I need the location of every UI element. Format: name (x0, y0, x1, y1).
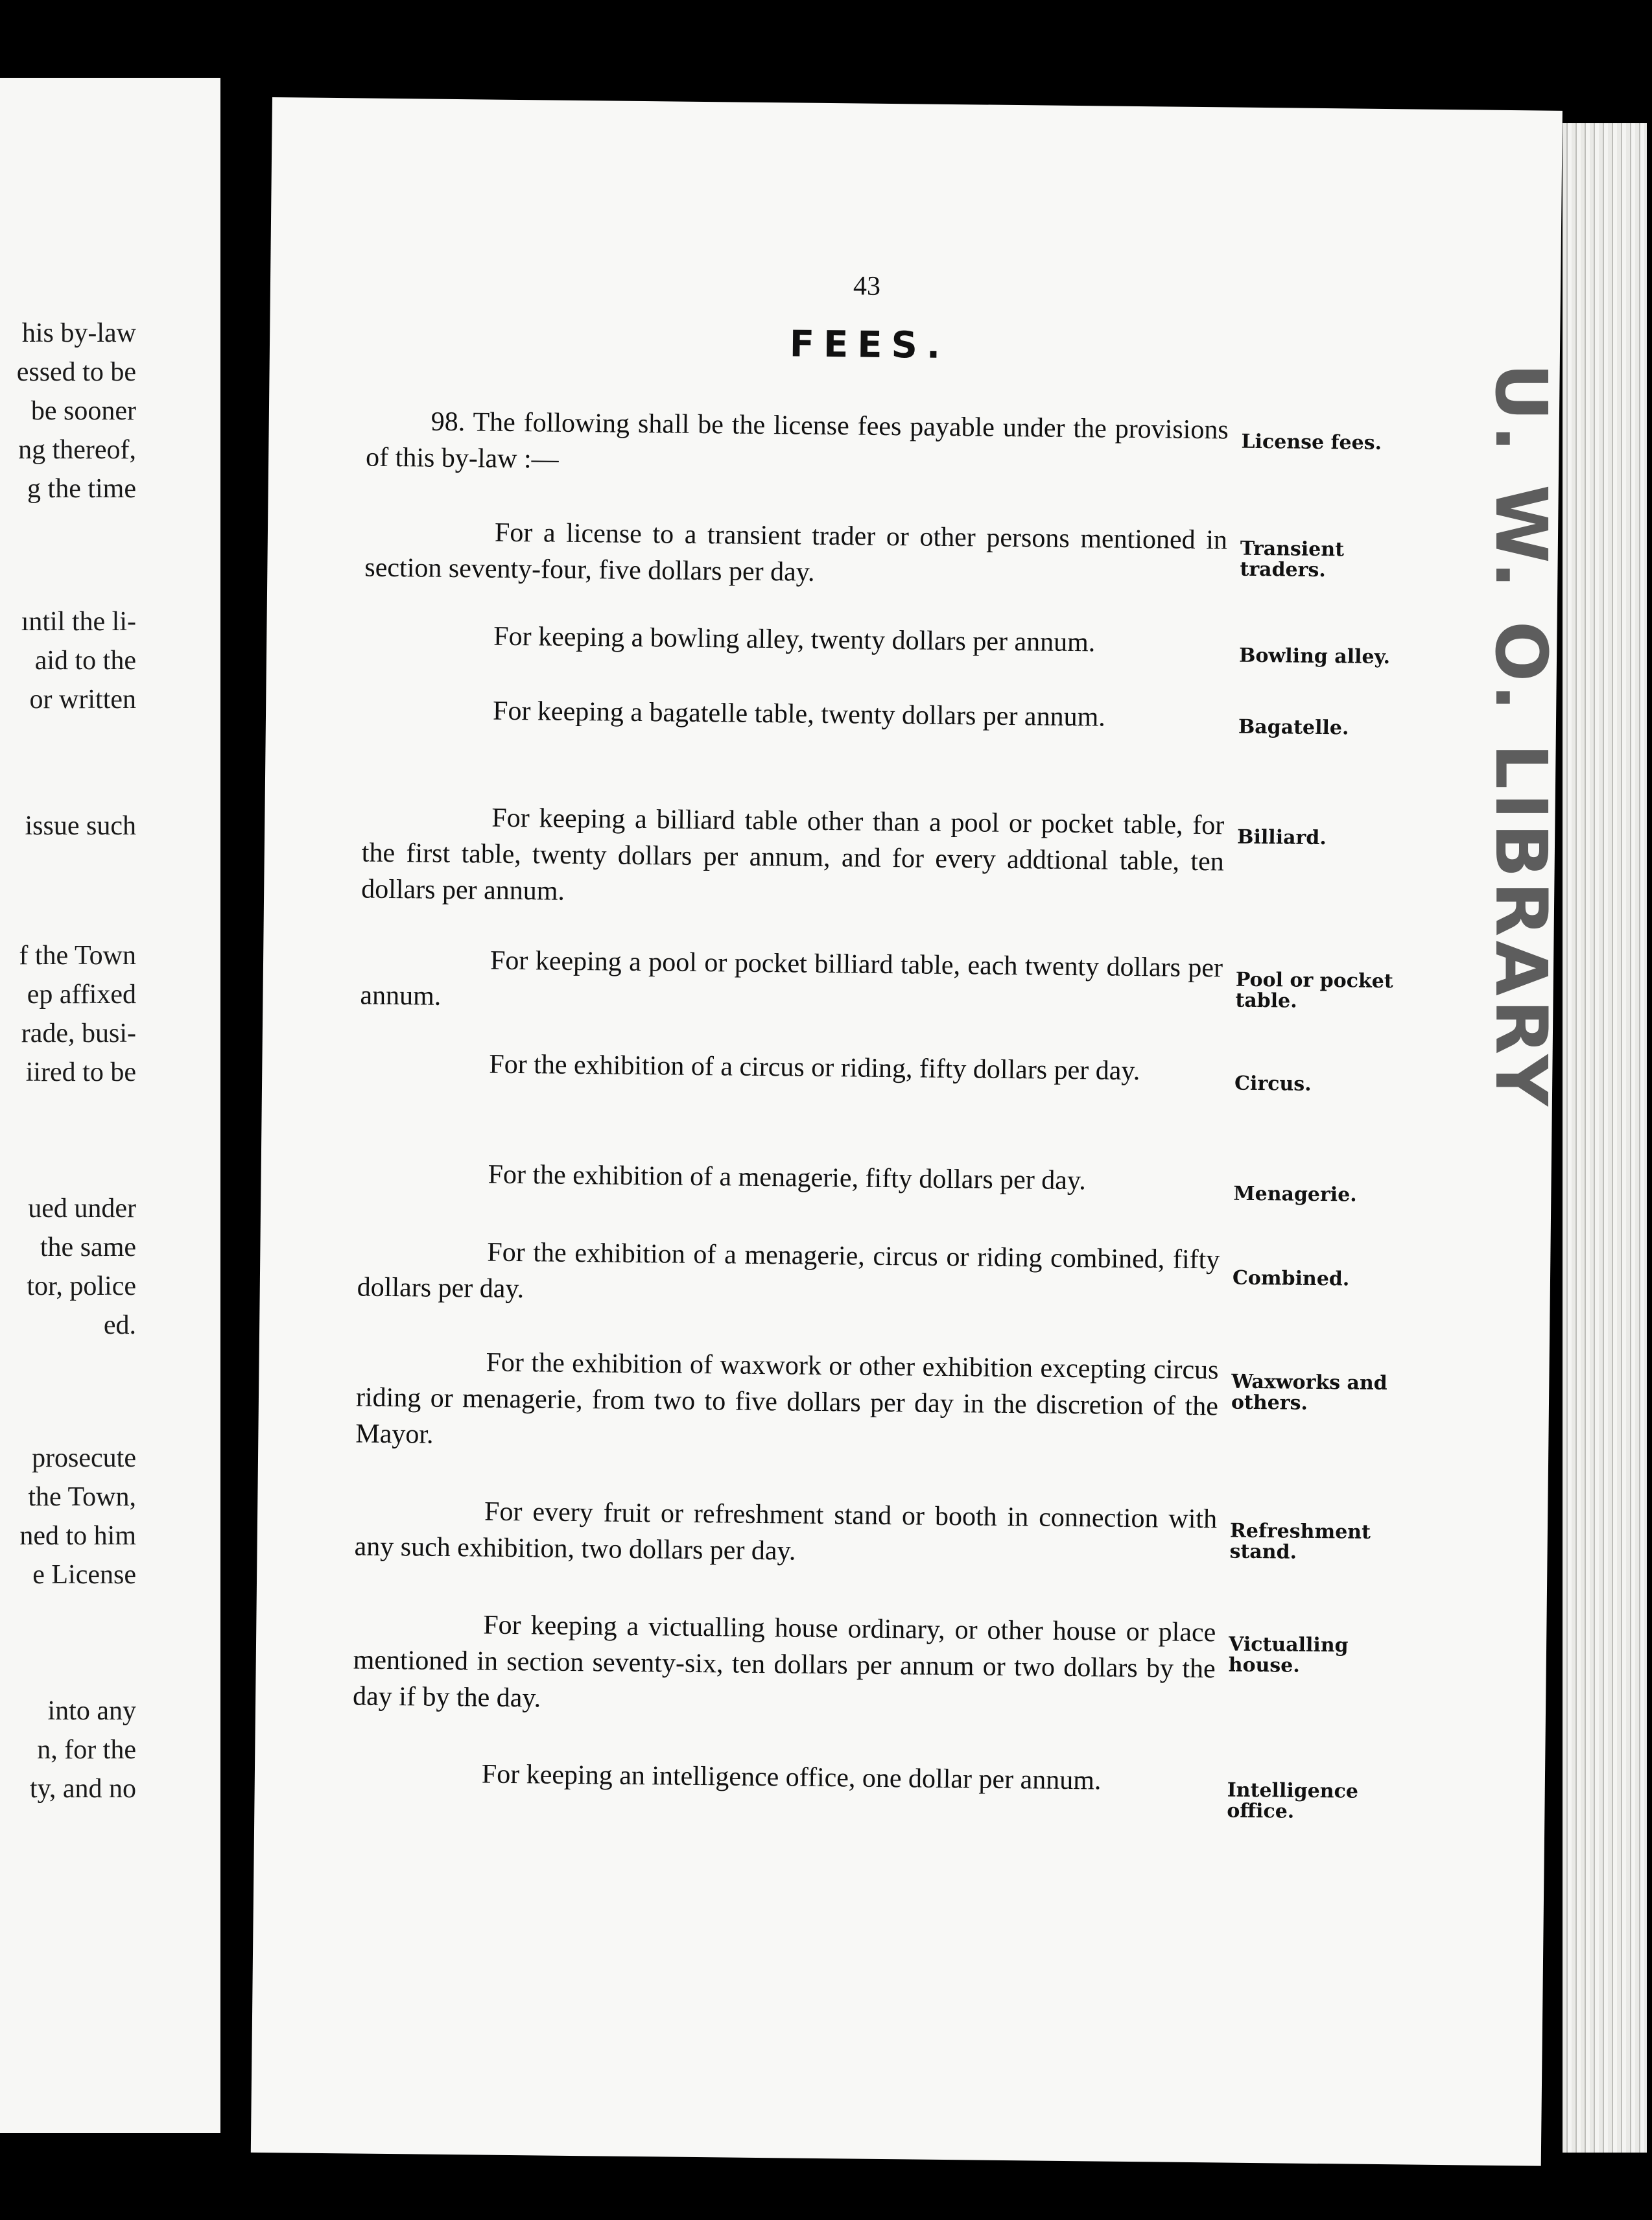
fee-text: For keeping a billiard table other than a pool or pocket table, for the first table, twenty dollars per annum, and for every addtional table, ten dollars per annum. (360, 803, 1225, 906)
fee-text: For keeping a bowling alley, twenty dollars per annum. (493, 621, 1096, 658)
fee-text: For the exhibition of a menagerie, circus or riding combined, fifty dollars per day. (357, 1237, 1220, 1305)
fee-text: For the exhibition of a menagerie, fifty dollars per day. (488, 1159, 1086, 1196)
fee-paragraph (358, 1155, 1221, 1200)
left-page-line: his by-law (21, 318, 136, 348)
left-page-line: n, for the (37, 1735, 136, 1765)
page-number: 43 (853, 271, 881, 301)
left-page-line: rade, busi- (21, 1019, 136, 1048)
left-page-line: the Town, (28, 1482, 136, 1512)
fee-paragraph (364, 514, 1227, 595)
margin-note: Transient traders. (1240, 537, 1345, 582)
fee-paragraph (353, 1605, 1216, 1723)
left-page-line: ng thereof, (18, 435, 136, 465)
left-page-line: e License (32, 1560, 136, 1590)
fee-text: For a license to a transient trader or other persons mentioned in section seventy-four, five dollars per day. (364, 517, 1228, 587)
fee-text: For keeping a pool or pocket billiard table, each twenty dollars per annum. (360, 945, 1223, 1011)
left-page-line: aid to the (34, 646, 136, 676)
left-page-line: ty, and no (29, 1774, 136, 1804)
left-page-line: f the Town (19, 941, 136, 971)
margin-note: Circus. (1234, 1072, 1312, 1096)
left-page-line: the same (40, 1233, 136, 1262)
fee-paragraph (359, 1045, 1222, 1090)
margin-note: Intelligence office. (1227, 1778, 1359, 1823)
left-page-line: ıntil the li- (21, 607, 136, 637)
fee-text: For keeping a bagatelle table, twenty dollars per annum. (492, 696, 1105, 733)
margin-note: Pool or pocket table. (1235, 968, 1393, 1013)
fee-paragraph (363, 692, 1226, 737)
library-stamp-text: U. W. O. LIBRARY (1480, 363, 1563, 1111)
fee-text: For the exhibition of waxwork or other exhibition excepting circus riding or menagerie, from two to five dollars per day in the discretion of the Mayor. (355, 1347, 1219, 1450)
left-page-line: into any (47, 1696, 136, 1726)
right-page (251, 97, 1563, 2166)
fee-paragraph (352, 1754, 1215, 1800)
margin-note: Refreshment stand. (1229, 1519, 1371, 1564)
margin-note: License fees. (1241, 430, 1382, 455)
left-page-line: iired to be (25, 1057, 136, 1087)
left-page-line: ed. (103, 1310, 136, 1340)
left-page-line: or written (29, 685, 136, 714)
left-page-line: ned to him (19, 1521, 136, 1551)
fee-text: For the exhibition of a circus or riding, fifty dollars per day. (489, 1049, 1140, 1087)
fee-paragraph (355, 1343, 1219, 1461)
margin-note: Waxworks and others. (1231, 1370, 1387, 1415)
fee-paragraph (354, 1492, 1217, 1574)
left-page (0, 78, 220, 2133)
margin-note: Menagerie. (1233, 1182, 1357, 1207)
margin-note: Billiard. (1236, 825, 1327, 850)
fee-paragraph (364, 617, 1227, 663)
left-page-line: prosecute (32, 1443, 136, 1473)
left-page-line: issue such (25, 811, 136, 841)
left-page-line: tor, police (27, 1271, 136, 1301)
fee-text: For keeping an intelligence office, one dollar per annum. (481, 1759, 1102, 1796)
section-heading: FEES. (789, 323, 950, 367)
left-page-line: g the time (27, 474, 136, 504)
margin-note: Bowling alley. (1238, 644, 1391, 669)
left-page-line: be sooner (30, 396, 136, 426)
fee-paragraph (366, 403, 1229, 485)
fee-text: 98. The following shall be the license fees payable under the provisions of this by-law :— (365, 407, 1229, 475)
left-page-line: ep affixed (27, 980, 136, 1010)
fee-text: For every fruit or refreshment stand or booth in connection with any such exhibition, two dollars per day. (354, 1496, 1218, 1566)
margin-note: Combined. (1232, 1266, 1350, 1291)
left-page-line: ued under (28, 1194, 136, 1223)
left-page-line: essed to be (16, 357, 136, 387)
fee-text: For keeping a victualling house ordinary, or other house or place mentioned in section seventy-six, ten dollars per annum or two dollars by the day if by the day. (352, 1610, 1216, 1714)
fee-paragraph (360, 941, 1223, 1022)
fee-paragraph (357, 1233, 1220, 1314)
margin-note: Victualling house. (1228, 1633, 1349, 1677)
library-stamp (1480, 363, 1582, 1984)
margin-note: Bagatelle. (1238, 715, 1349, 740)
fee-paragraph (361, 799, 1225, 917)
